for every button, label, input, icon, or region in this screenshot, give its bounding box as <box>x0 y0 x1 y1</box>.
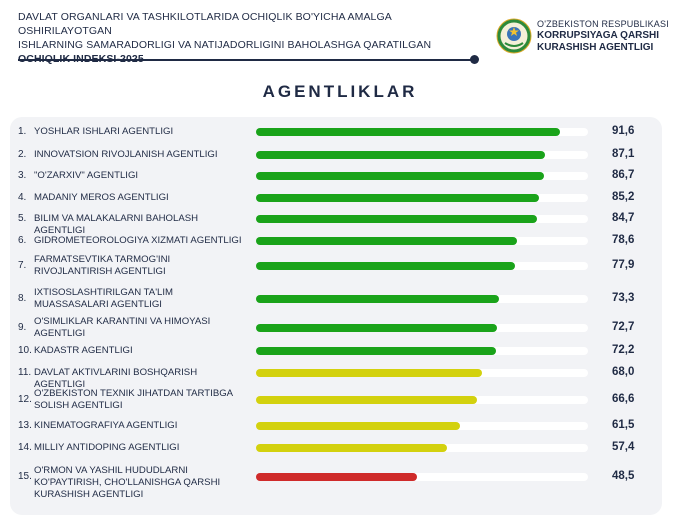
value-label: 68,0 <box>612 366 635 378</box>
value-label: 86,7 <box>612 169 635 181</box>
value-label: 85,2 <box>612 191 635 203</box>
value-label: 73,3 <box>612 292 635 304</box>
bar-track <box>256 237 588 245</box>
value-label: 61,5 <box>612 419 635 431</box>
bar <box>256 128 560 136</box>
bar <box>256 295 499 303</box>
bar <box>256 324 497 332</box>
rank-number: 2. <box>18 149 27 160</box>
header-line-2: ISHLARNING SAMARADORLIGI VA NATIJADORLIGINI BAHOLASHGA QARATILGAN <box>18 39 432 51</box>
rank-number: 4. <box>18 192 27 203</box>
rank-number: 15. <box>18 471 32 482</box>
category-label: O'SIMLIKLAR KARANTINI VA HIMOYASI AGENTLIGI <box>34 316 211 339</box>
bar <box>256 215 537 223</box>
section-title: AGENTLIKLAR <box>262 82 418 101</box>
bar <box>256 237 517 245</box>
bar <box>256 172 544 180</box>
bar <box>256 262 515 270</box>
rank-number: 13. <box>18 420 32 431</box>
category-label: DAVLAT AKTIVLARINI BOSHQARISH AGENTLIGI <box>34 367 198 390</box>
header-line-1: DAVLAT ORGANLARI VA TASHKILOTLARIDA OCHIQLIK BO'YICHA AMALGA OSHIRILAYOTGAN <box>18 11 392 37</box>
rank-number: 10. <box>18 345 32 356</box>
rank-number: 14. <box>18 442 32 453</box>
bar <box>256 347 496 355</box>
rank-number: 9. <box>18 322 27 333</box>
value-label: 48,5 <box>612 470 635 482</box>
bar-track <box>256 194 588 202</box>
org-line-2: KORRUPSIYAGA QARSHI <box>537 30 660 41</box>
value-label: 72,7 <box>612 321 635 333</box>
bar <box>256 194 539 202</box>
rank-number: 12. <box>18 394 32 405</box>
organization-name <box>537 18 677 54</box>
state-emblem-icon <box>496 18 532 54</box>
category-label: O'RMON VA YASHIL HUDUDLARNI KO'PAYTIRISH, CHO'LLANISHGA QARSHI KURASHISH AGENTLIGI <box>34 465 221 500</box>
rank-number: 3. <box>18 170 27 181</box>
bar-track <box>256 369 588 377</box>
category-label: YOSHLAR ISHLARI AGENTLIGI <box>34 126 174 137</box>
org-line-1: O'ZBEKISTON RESPUBLIKASI <box>537 19 669 29</box>
rank-number: 7. <box>18 260 27 271</box>
report-header <box>18 10 488 66</box>
value-label: 77,9 <box>612 259 635 271</box>
value-label: 66,6 <box>612 393 635 405</box>
rank-number: 6. <box>18 235 27 246</box>
bar-track <box>256 262 588 270</box>
header-divider-dot <box>470 55 479 64</box>
bar-track <box>256 473 588 481</box>
value-label: 78,6 <box>612 234 635 246</box>
bar-track <box>256 295 588 303</box>
bar-track <box>256 422 588 430</box>
bar <box>256 444 447 452</box>
value-label: 72,2 <box>612 344 635 356</box>
rank-number: 1. <box>18 126 27 137</box>
bar-track <box>256 347 588 355</box>
category-label: KINEMATOGRAFIYA AGENTLIGI <box>34 420 178 431</box>
bar <box>256 422 460 430</box>
bar <box>256 151 545 159</box>
bar-track <box>256 172 588 180</box>
bar-track <box>256 128 588 136</box>
rank-number: 8. <box>18 293 27 304</box>
value-label: 84,7 <box>612 212 635 224</box>
category-label: BILIM VA MALAKALARNI BAHOLASH AGENTLIGI <box>34 213 199 236</box>
category-label: INNOVATSION RIVOJLANISH AGENTLIGI <box>34 149 218 160</box>
bar-track <box>256 324 588 332</box>
bar <box>256 473 417 481</box>
rank-number: 5. <box>18 213 27 224</box>
value-label: 91,6 <box>612 125 635 137</box>
value-label: 57,4 <box>612 441 635 453</box>
header-divider <box>18 59 473 61</box>
bar-track <box>256 396 588 404</box>
bar-track <box>256 444 588 452</box>
category-label: "O'ZARXIV" AGENTLIGI <box>34 170 139 181</box>
rank-number: 11. <box>18 367 32 378</box>
value-label: 87,1 <box>612 148 635 160</box>
category-label: IXTISOSLASHTIRILGAN TA'LIM MUASSASALARI AGENTLIGI <box>34 287 174 310</box>
bar-track <box>256 215 588 223</box>
bar <box>256 396 477 404</box>
bar <box>256 369 482 377</box>
bar-track <box>256 151 588 159</box>
category-label: KADASTR AGENTLIGI <box>34 345 133 356</box>
category-label: MILLIY ANTIDOPING AGENTLIGI <box>34 442 180 453</box>
category-label: FARMATSEVTIKA TARMOG'INI RIVOJLANTIRISH AGENTLIGI <box>34 254 171 277</box>
category-label: O'ZBEKISTON TEXNIK JIHATDAN TARTIBGA SOLISH AGENTLIGI <box>34 388 233 411</box>
org-line-3: KURASHISH AGENTLIGI <box>537 42 654 53</box>
category-label: MADANIY MEROS AGENTLIGI <box>34 192 169 203</box>
category-label: GIDROMETEOROLOGIYA XIZMATI AGENTLIGI <box>34 235 242 246</box>
